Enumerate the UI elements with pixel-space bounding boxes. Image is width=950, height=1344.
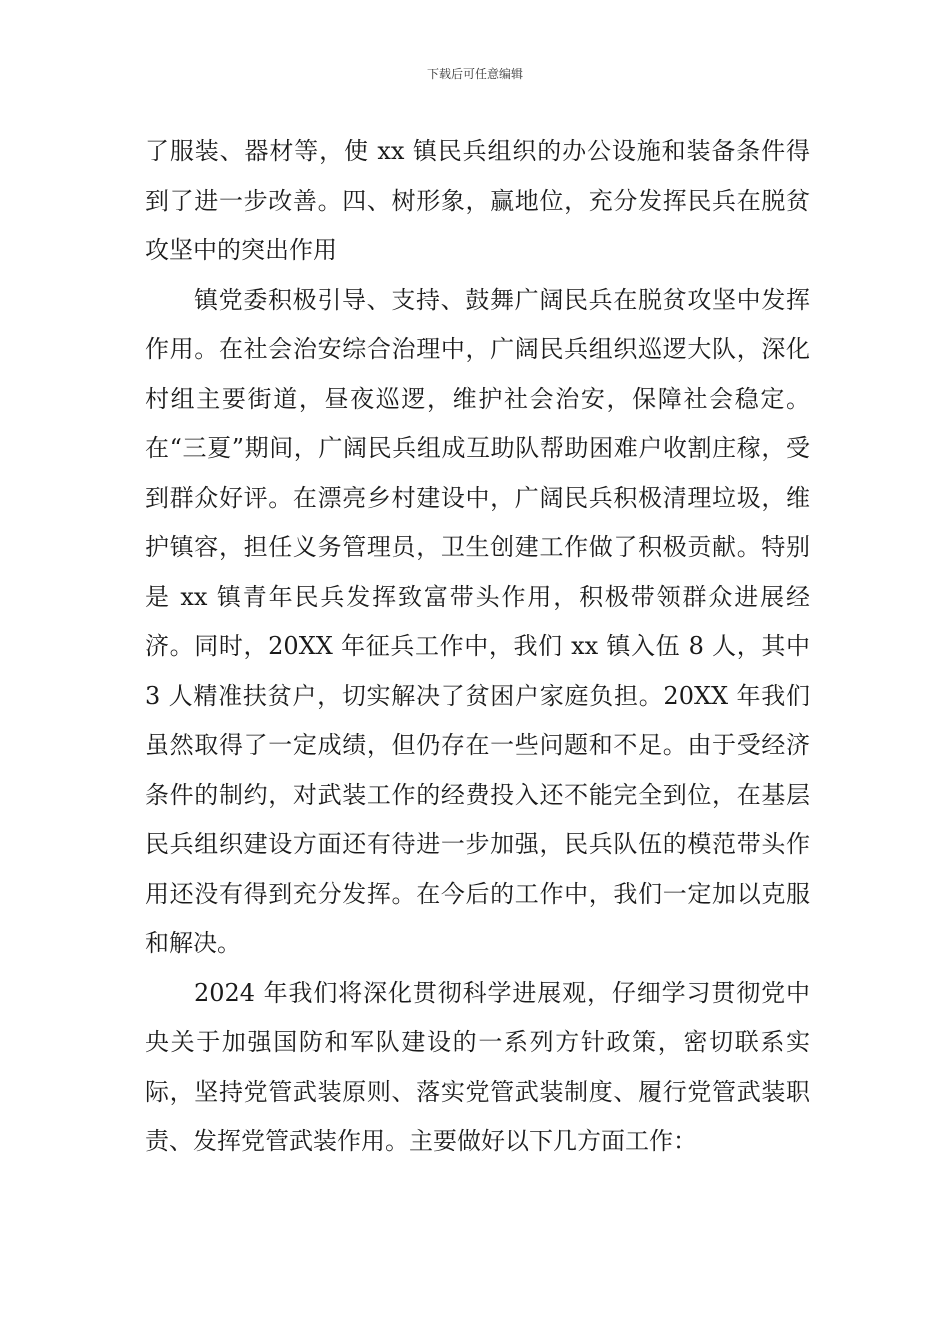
paragraph-next-year-plan: 2024 年我们将深化贯彻科学进展观，仔细学习贯彻党中央关于加强国防和军队建设的一系列方针政策，密切联系实际，坚持党管武装原则、落实党管武装制度、履行党管武装职责、发挥党管武装作用。主要做好以下几方面工作：: [145, 978, 810, 1155]
page-header: 下载后可任意编辑: [426, 67, 523, 81]
paragraph-militia-role: 镇党委积极引导、支持、鼓舞广阔民兵在脱贫攻坚中发挥作用。在社会治安综合治理中，广阔民兵组织巡逻大队，深化村组主要街道，昼夜巡逻，维护社会治安，保障社会稳定。在“三夏”期间，广阔民兵组成互助队帮助困难户收割庄稼，受到群众好评。在漂亮乡村建设中，广阔民兵积极清理垃圾，维护镇容，担任义务管理员，卫生创建工作做了积极贡献。特别是 xx 镇青年民兵发挥致富带头作用，积极带领群众进展经济。同时，20XX 年征兵工作中，我们 xx 镇入伍 8 人，其中 3 人精准扶贫户，切实解决了贫困户家庭负担。20XX 年我们虽然取得了一定成绩，但仍存在一些问题和不足。由于受经济条件的制约，对武装工作的经费投入还不能完全到位，在基层民兵组织建设方面还有待进一步加强，民兵队伍的模范带头作用还没有得到充分发挥。在今后的工作中，我们一定加以克服和解决。: [145, 285, 810, 957]
document-body: [145, 127, 810, 1167]
paragraph-continuation: 了服装、器材等，使 xx 镇民兵组织的办公设施和装备条件得到了进一步改善。四、树形象，赢地位，充分发挥民兵在脱贫攻坚中的突出作用: [145, 137, 810, 264]
